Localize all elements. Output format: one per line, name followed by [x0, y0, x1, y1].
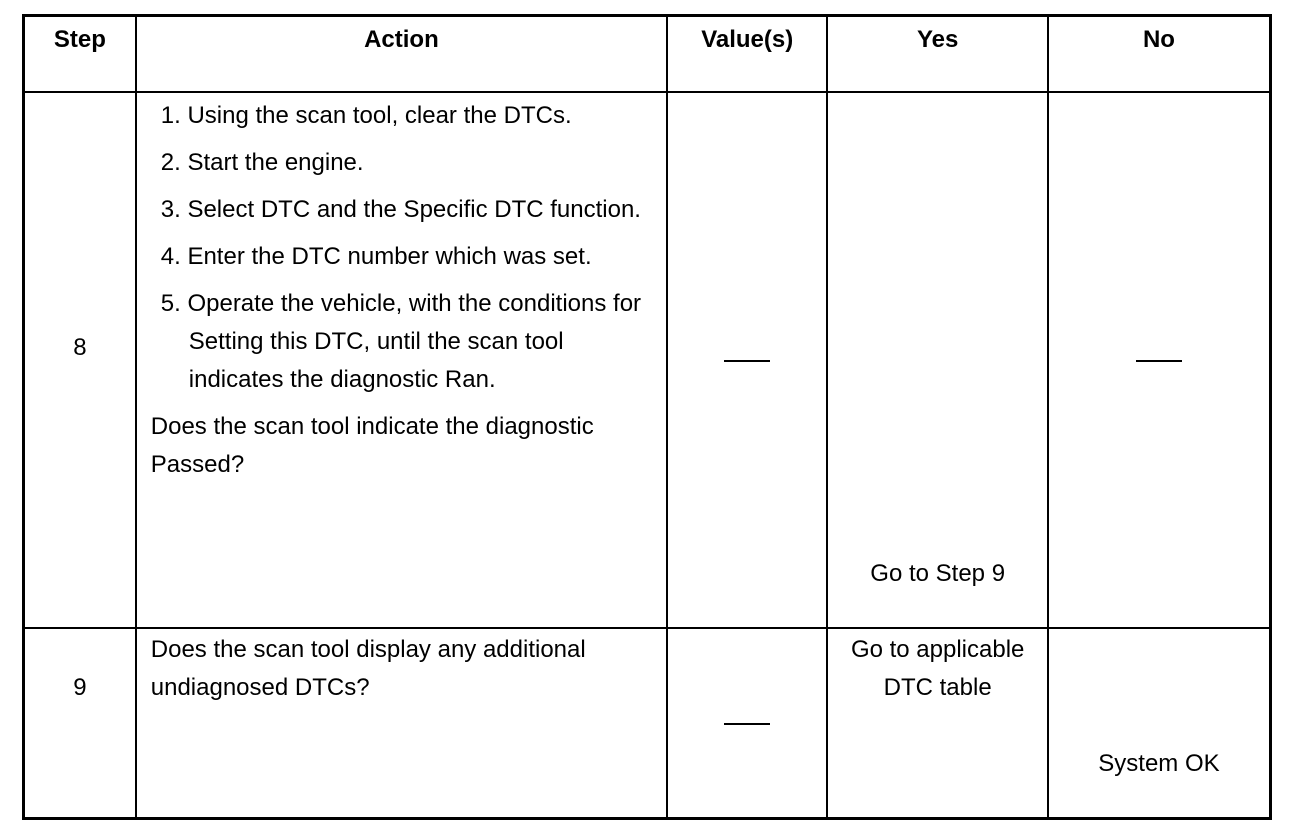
- header-step: Step: [24, 16, 136, 93]
- action-item: 4. Enter the DTC number which was set.: [160, 243, 592, 270]
- action-item: 1. Using the scan tool, clear the DTCs.: [160, 102, 572, 129]
- value-dash: [724, 723, 770, 725]
- action-list: [151, 97, 654, 399]
- step-number: 9: [24, 628, 136, 819]
- no-outcome: System OK: [1048, 628, 1271, 819]
- action-item: 5. Operate the vehicle, with the conditions for Setting this DTC, until the scan tool indicates the diagnostic Ran.: [160, 290, 642, 393]
- yes-outcome: Go to applicable DTC table: [827, 628, 1048, 819]
- table-row-step-9: [24, 628, 1271, 819]
- table-row-step-8: [24, 92, 1271, 628]
- value-cell: [667, 92, 827, 628]
- action-item: 3. Select DTC and the Specific DTC function.: [160, 196, 641, 223]
- header-row: [24, 16, 1271, 93]
- value-cell: [667, 628, 827, 819]
- header-no: No: [1048, 16, 1271, 93]
- action-cell: [136, 628, 667, 819]
- no-cell: [1048, 92, 1271, 628]
- no-dash: [1136, 360, 1182, 362]
- value-dash: [724, 360, 770, 362]
- action-question: Does the scan tool display any additional undiagnosed DTCs?: [150, 636, 586, 701]
- diagnostic-step-table: [22, 14, 1272, 820]
- step-number: 8: [24, 92, 136, 628]
- action-question: Does the scan tool indicate the diagnostic Passed?: [150, 413, 594, 478]
- header-action: Action: [136, 16, 667, 93]
- header-yes: Yes: [827, 16, 1048, 93]
- action-item: 2. Start the engine.: [160, 149, 364, 176]
- action-cell: [136, 92, 667, 628]
- header-values: Value(s): [667, 16, 827, 93]
- yes-outcome: Go to Step 9: [827, 92, 1048, 628]
